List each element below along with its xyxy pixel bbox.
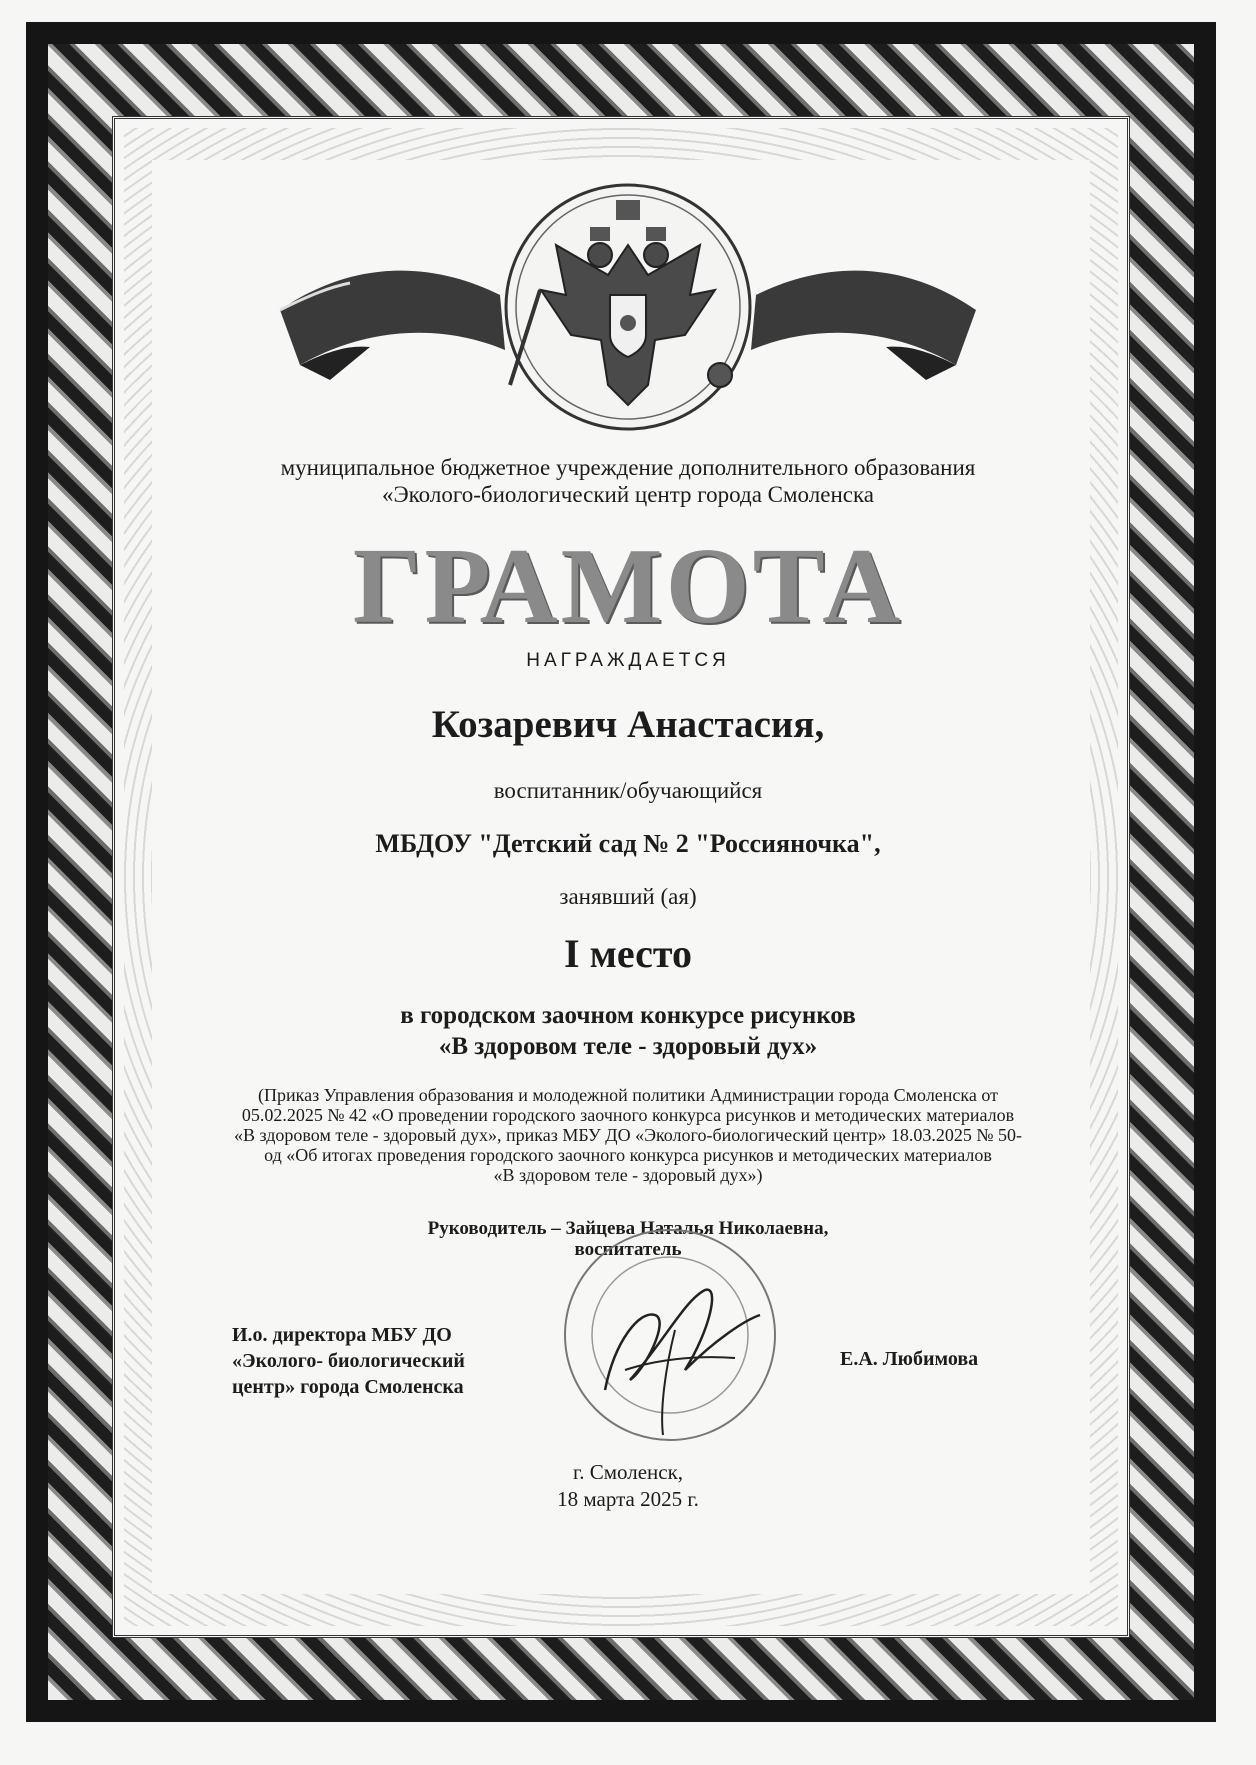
order-line: «В здоровом теле - здоровый дух») <box>493 1165 763 1185</box>
issue-city: г. Смоленск, <box>572 1460 684 1484</box>
took-place-label: занявший (ая) <box>559 884 697 909</box>
contest-line-1: в городском заочном конкурсе рисунков <box>400 1002 856 1029</box>
order-line: од «Об итогах проведения городского заочного конкурса рисунков и методических материалов <box>264 1145 992 1165</box>
issue-date: 18 марта 2025 г. <box>557 1487 699 1511</box>
document-title: ГРАМОТА <box>352 527 904 646</box>
handwritten-signature-icon <box>605 1290 760 1435</box>
director-title <box>232 1322 532 1400</box>
leader-line-1: Руководитель – Зайцева Наталья Николаевна, <box>427 1218 829 1239</box>
recipient-name: Козаревич Анастасия, <box>431 703 825 746</box>
institution-name: МБДОУ "Детский сад № 2 "Россияночка", <box>375 829 881 858</box>
order-line: «В здоровом теле - здоровый дух», приказ МБУ ДО «Эколого-биологический центр» 18.03.2025 № 50- <box>233 1125 1023 1145</box>
director-line-2: «Эколого- биологический <box>232 1350 465 1372</box>
director-line-1: И.о. директора МБУ ДО <box>232 1324 452 1346</box>
leader-line-2: воспитатель <box>574 1239 682 1260</box>
awarded-label: НАГРАЖДАЕТСЯ <box>526 650 730 671</box>
director-name: Е.А. Любимова <box>840 1348 979 1370</box>
contest-line-2: «В здоровом теле - здоровый дух» <box>438 1033 818 1060</box>
double-headed-eagle-emblem-icon <box>270 175 986 445</box>
director-line-3: центр» города Смоленска <box>232 1376 464 1398</box>
round-stamp-seal-icon <box>545 1220 795 1450</box>
recipient-role: воспитанник/обучающийся <box>493 778 763 803</box>
organization-line-1: муниципальное бюджетное учреждение дополнительного образования <box>280 455 976 480</box>
order-line: 05.02.2025 № 42 «О проведении городского заочного конкурса рисунков и методических материалов <box>241 1105 1015 1125</box>
order-reference <box>200 1085 1056 1185</box>
organization-line-2: «Эколого-биологический центр города Смоленска <box>381 482 874 507</box>
award-place: I место <box>564 931 692 976</box>
order-line: (Приказ Управления образования и молодежной политики Администрации города Смоленска от <box>257 1085 998 1105</box>
